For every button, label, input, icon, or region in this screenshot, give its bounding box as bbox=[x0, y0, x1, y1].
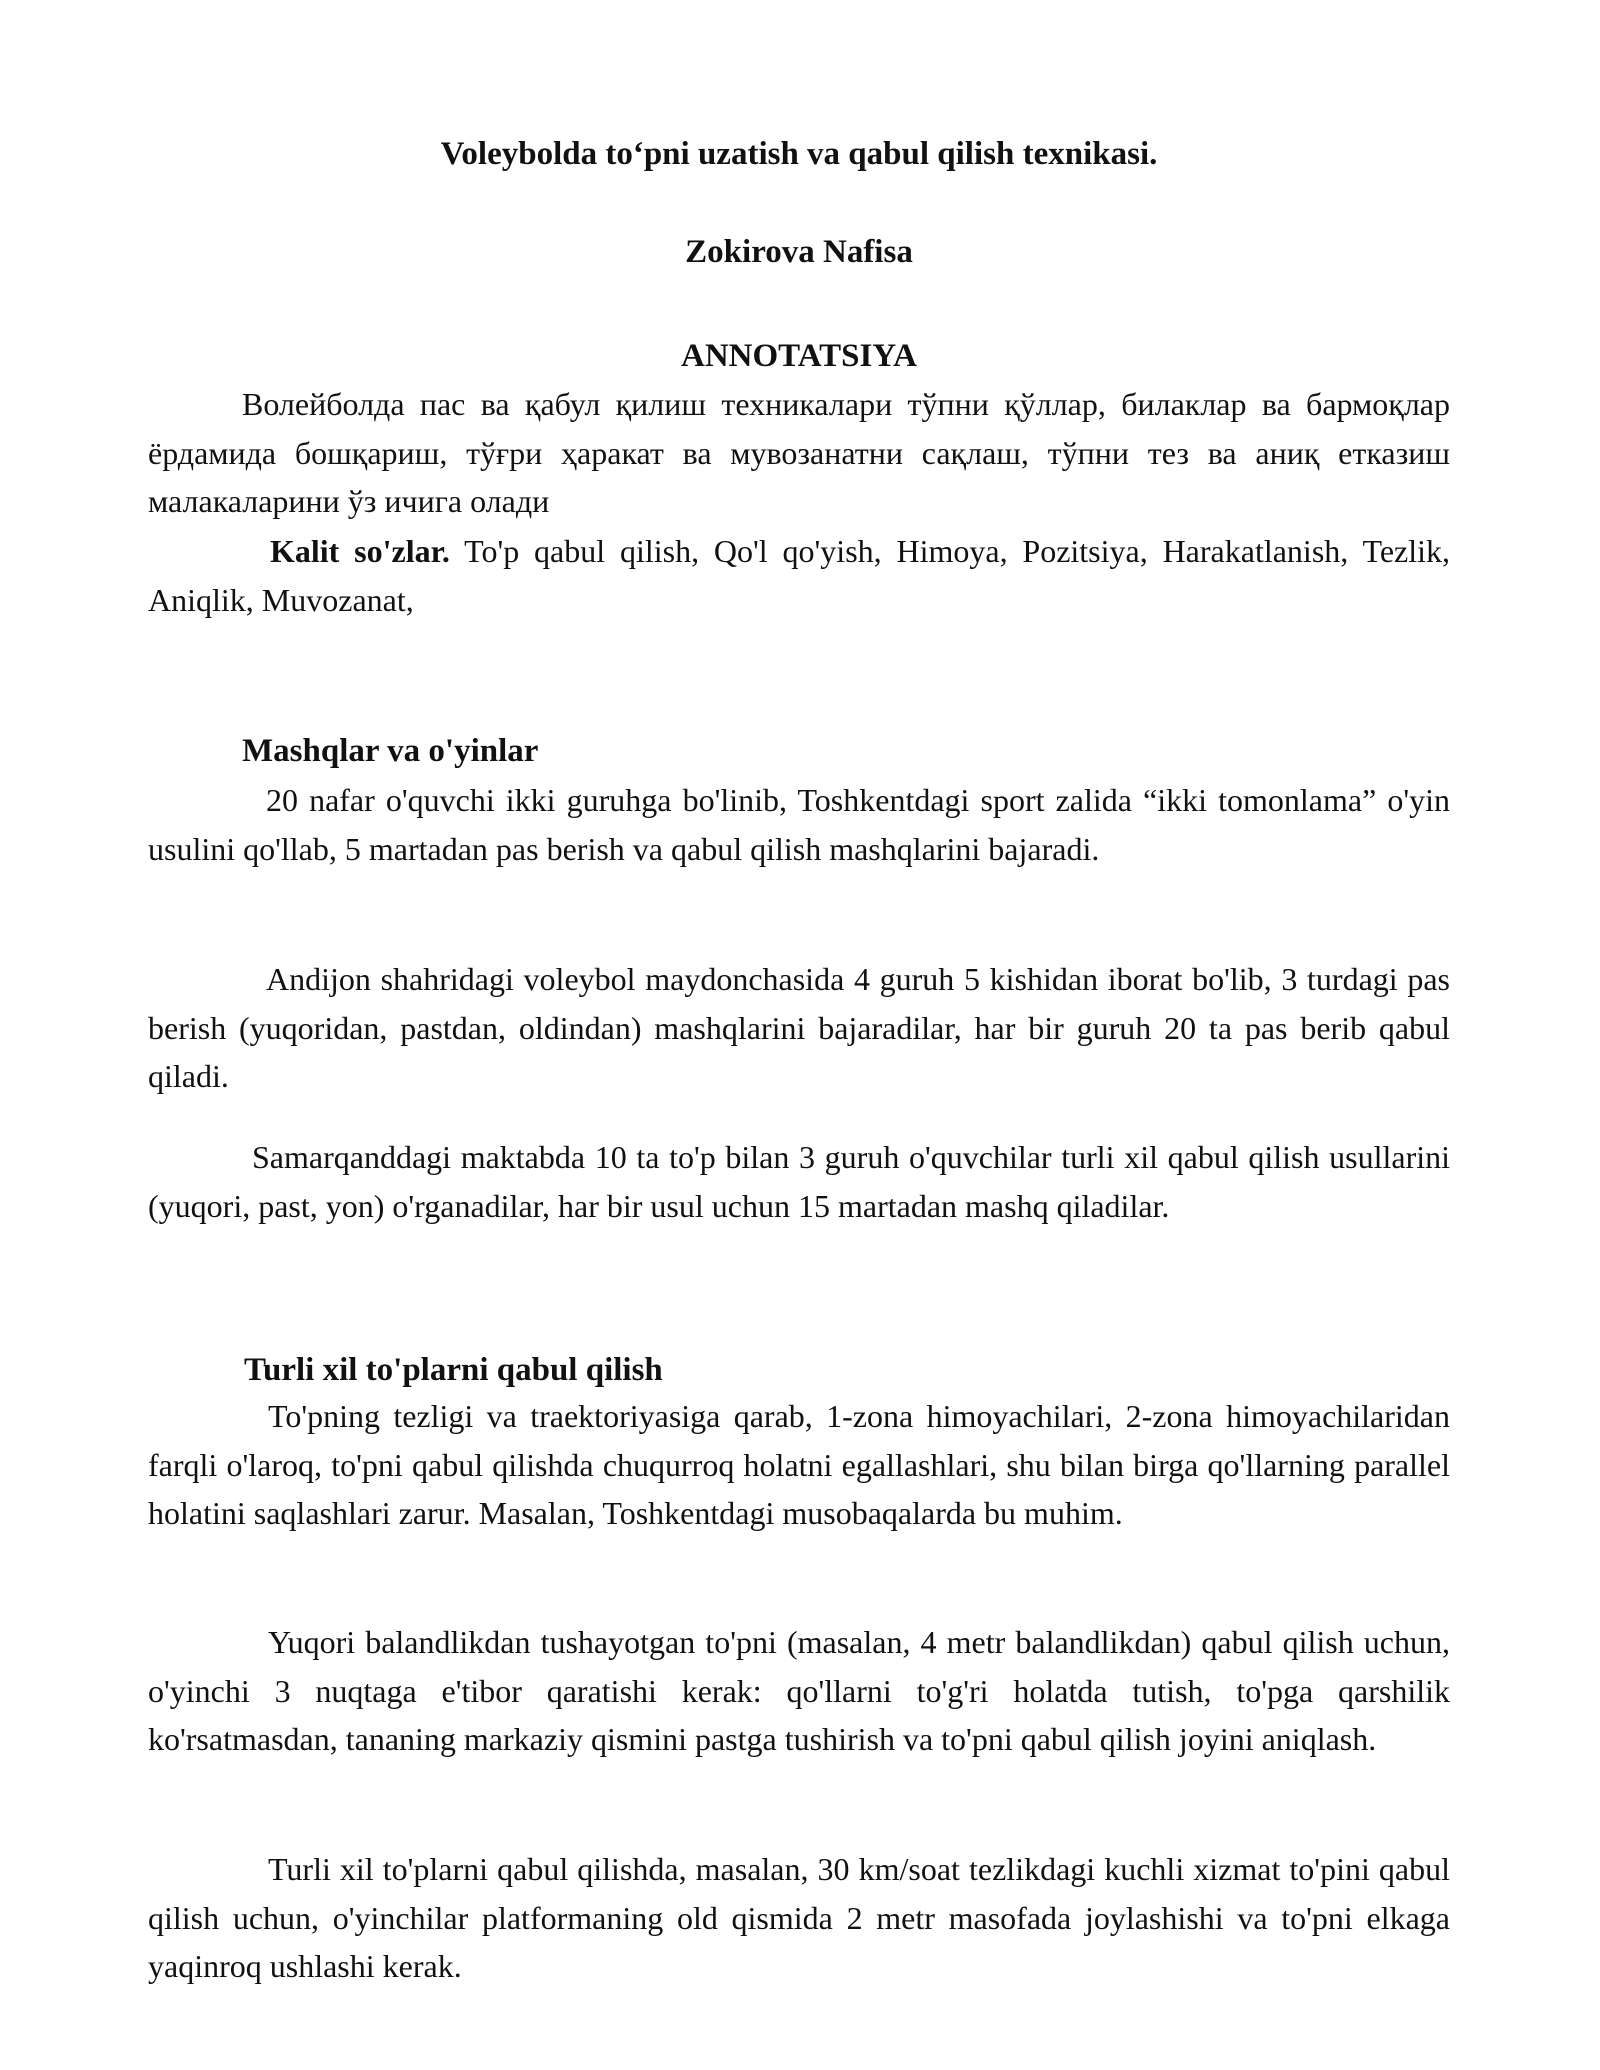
section-heading-ball-receiving: Turli xil to'plarni qabul qilish bbox=[244, 1352, 663, 1388]
exercises-paragraph-1: 20 nafar o'quvchi ikki guruhga bo'linib, Toshkentdagi sport zalida “ikki tomonlama” o'yin usulini qo'llab, 5 martadan pas berish va qabul qilish mashqlarini bajaradi. bbox=[148, 782, 1450, 867]
document-title: Voleybolda to‘pni uzatish va qabul qilish texnikasi. bbox=[440, 136, 1158, 172]
exercises-paragraph-2: Andijon shahridagi voleybol maydonchasida 4 guruh 5 kishidan iborat bo'lib, 3 turdagi pas berish (yuqoridan, pastdan, oldindan) mashqlarini bajaradilar, har bir guruh 20 ta pas berib qabul qiladi. bbox=[148, 961, 1450, 1094]
annotation-heading: ANNOTATSIYA bbox=[681, 338, 917, 374]
exercises-paragraph-3: Samarqanddagi maktabda 10 ta to'p bilan 3 guruh o'quvchilar turli xil qabul qilish usullarini (yuqori, past, yon) o'rganadilar, har bir usul uchun 15 martadan mashq qiladilar. bbox=[148, 1139, 1450, 1224]
annotation-text: Волейболда пас ва қабул қилиш техникалари тўпни қўллар, билаклар ва бармоқлар ёрдамида бошқариш, тўғри ҳаракат ва мувозанатни сақлаш, тўпни тез ва аниқ етказиш малакаларини ўз ичига олади bbox=[148, 386, 1450, 519]
keywords-text: To'p qabul qilish, Qo'l qo'yish, Himoya, Pozitsiya, Harakatlanish, Tezlik, Aniqlik, Muvozanat, bbox=[148, 533, 1451, 618]
section-heading-exercises: Mashqlar va o'yinlar bbox=[242, 733, 539, 769]
author-name: Zokirova Nafisa bbox=[685, 234, 913, 270]
keywords-label: Kalit so'zlar. bbox=[270, 533, 450, 569]
keywords-paragraph bbox=[148, 527, 1450, 624]
ball-receiving-paragraph-3: Turli xil to'plarni qabul qilishda, masalan, 30 km/soat tezlikdagi kuchli xizmat to'pini qabul qilish uchun, o'yinchilar platformaning old qismida 2 metr masofada joylashishi va to'pni elkaga yaqinroq ushlashi kerak. bbox=[148, 1851, 1450, 1984]
ball-receiving-paragraph-2: Yuqori balandlikdan tushayotgan to'pni (masalan, 4 metr balandlikdan) qabul qilish uchun, o'yinchi 3 nuqtaga e'tibor qaratishi kerak: qo'llarni to'g'ri holatda tutish, to'pga qarshilik ko'rsatmasdan, tananing markaziy qismini pastga tushirish va to'pni qabul qilish joyini aniqlash. bbox=[148, 1624, 1450, 1757]
ball-receiving-paragraph-1: To'pning tezligi va traektoriyasiga qarab, 1-zona himoyachilari, 2-zona himoyachilaridan farqli o'laroq, to'pni qabul qilishda chuqurroq holatni egallashlari, shu bilan birga qo'llarning parallel holatini saqlashlari zarur. Masalan, Toshkentdagi musobaqalarda bu muhim. bbox=[148, 1398, 1450, 1531]
